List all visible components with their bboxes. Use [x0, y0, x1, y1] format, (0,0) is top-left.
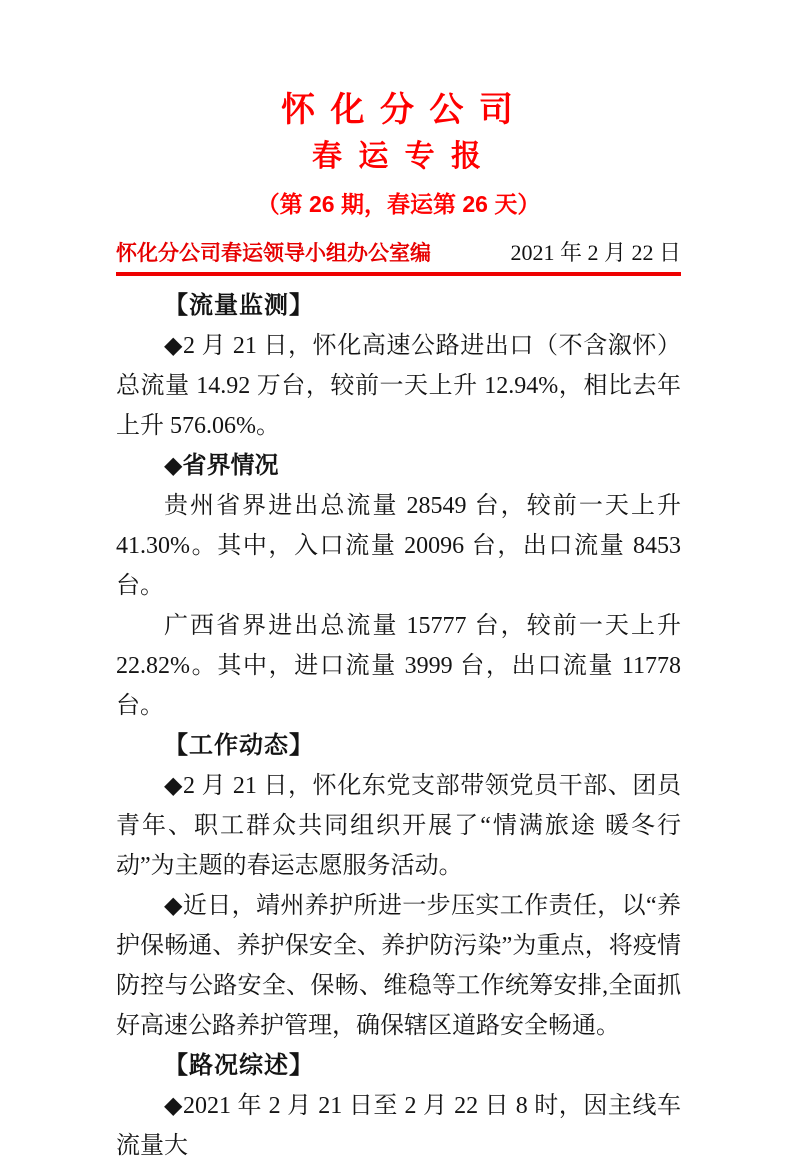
- paragraph-guangxi-border: 广西省界进出总流量 15777 台，较前一天上升 22.82%。其中，进口流量 3999 台，出口流量 11778 台。: [116, 613, 681, 719]
- paragraph-jingzhou-maintenance: ◆近日，靖州养护所进一步压实工作责任，以“养护保畅通、养护保安全、养护防污染”为重点，将疫情防控与公路安全、保畅、维稳等工作统筹安排,全面抓好高速公路养护管理，确保辖区道路安全畅通。: [116, 893, 681, 1039]
- report-title: 春 运 专 报: [311, 140, 485, 173]
- document-body: [116, 286, 681, 1166]
- paragraph-road-condition-summary: ◆2021 年 2 月 21 日至 2 月 22 日 8 时，因主线车流量大: [116, 1093, 681, 1159]
- report-date: 2021 年 2 月 22 日: [510, 240, 681, 265]
- issue-line: （第 26 期，春运第 26 天）: [256, 191, 541, 217]
- editor-office-line: 怀化分公司春运领导小组办公室编: [116, 242, 431, 265]
- masthead: [116, 236, 681, 276]
- paragraph-guizhou-border: 贵州省界进出总流量 28549 台，较前一天上升 41.30%。其中，入口流量 20096 台，出口流量 8453 台。: [116, 493, 681, 599]
- company-title: 怀 化 分 公 司: [281, 91, 516, 129]
- section-heading-work-updates: 【工作动态】: [164, 732, 314, 759]
- subheading-provincial-border: ◆省界情况: [164, 452, 279, 479]
- paragraph-volunteer-activity: ◆2 月 21 日，怀化东党支部带领党员干部、团员青年、职工群众共同组织开展了“情满旅途 暖冬行动”为主题的春运志愿服务活动。: [116, 773, 681, 879]
- section-heading-traffic-monitoring: 【流量监测】: [164, 292, 314, 319]
- paragraph-total-flow: ◆2 月 21 日，怀化高速公路进出口（不含溆怀）总流量 14.92 万台，较前一天上升 12.94%，相比去年上升 576.06%。: [116, 333, 681, 439]
- section-heading-road-conditions: 【路况综述】: [164, 1052, 314, 1079]
